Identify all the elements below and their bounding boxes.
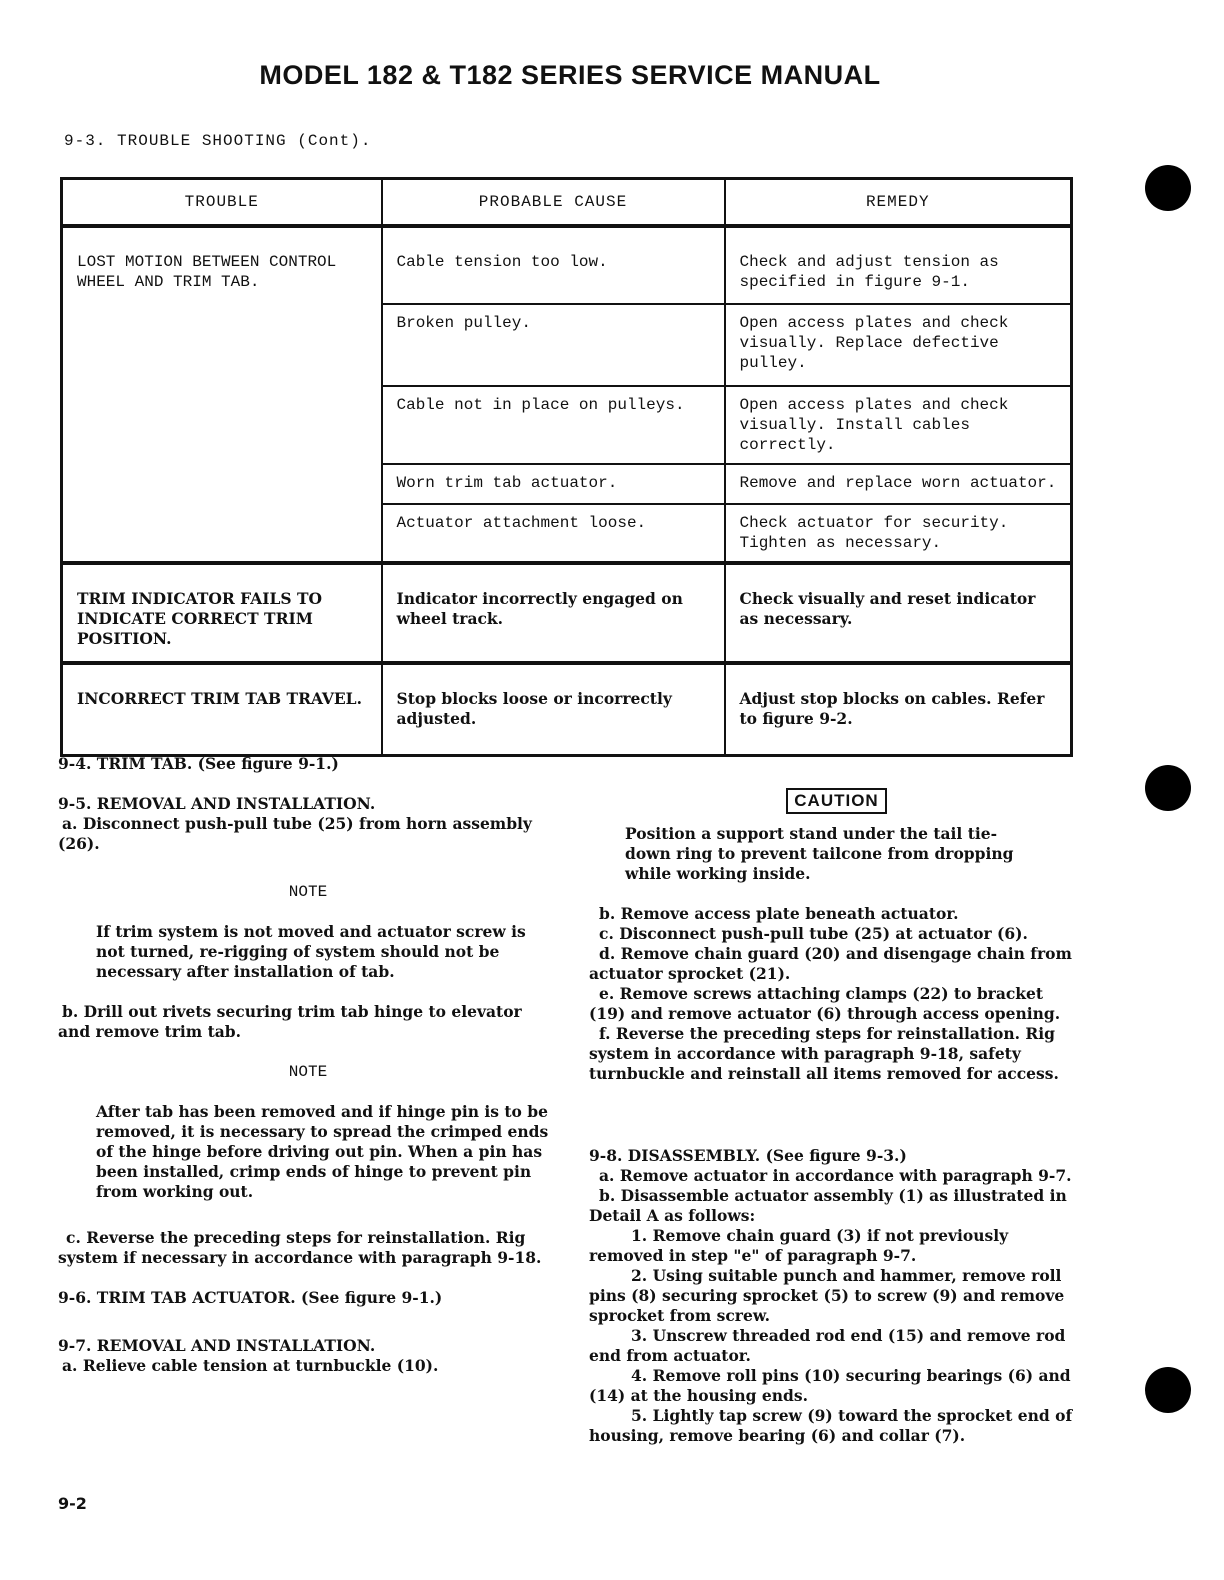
table-row xyxy=(62,563,1072,663)
cause-cell: Cable tension too low. xyxy=(382,226,725,304)
cause-cell: Broken pulley. xyxy=(382,304,725,386)
table-row xyxy=(62,226,1072,304)
step-text: b. Drill out rivets securing trim tab hinge to elevator and remove trim tab. xyxy=(58,1002,522,1041)
cause-cell: Actuator attachment loose. xyxy=(382,504,725,563)
step-text: f. Reverse the preceding steps for reinstallation. Rig system in accordance with paragraph 9-18, safety turnbuckle and reinstall all items removed for access. xyxy=(589,1024,1059,1083)
step-text: d. Remove chain guard (20) and disengage chain from actuator sprocket (21). xyxy=(589,944,1072,983)
page-number: 9-2 xyxy=(58,1494,87,1513)
binder-hole xyxy=(1145,165,1191,211)
step-text: c. Disconnect push-pull tube (25) at actuator (6). xyxy=(599,924,1028,943)
substep-text: 4. Remove roll pins (10) securing bearings (6) and (14) at the housing ends. xyxy=(589,1366,1071,1405)
remedy-cell: Open access plates and check visually. Replace defective pulley. xyxy=(725,304,1072,386)
step-text: b. Disassemble actuator assembly (1) as illustrated in Detail A as follows: xyxy=(589,1186,1067,1225)
step-text: a. Disconnect push-pull tube (25) from horn assembly (26). xyxy=(58,814,532,853)
cause-cell: Cable not in place on pulleys. xyxy=(382,386,725,464)
substep-text: 2. Using suitable punch and hammer, remove roll pins (8) securing sprocket (5) to screw (9) and remove sprocket from screw. xyxy=(589,1266,1065,1325)
right-column xyxy=(589,754,1084,1446)
note-text: After tab has been removed and if hinge pin is to be removed, it is necessary to spread the crimped ends of the hinge before driving out pin. When a pin has been installed, crimp ends of hinge to prevent pin from working out. xyxy=(96,1102,549,1201)
cause-cell: Indicator incorrectly engaged on wheel track. xyxy=(382,563,725,663)
step-text: b. Remove access plate beneath actuator. xyxy=(599,904,959,923)
caution-banner xyxy=(589,788,1084,814)
caution-text: Position a support stand under the tail tie-down ring to prevent tailcone from dropping while working inside. xyxy=(625,824,1014,883)
substep-text: 3. Unscrew threaded rod end (15) and remove rod end from actuator. xyxy=(589,1326,1066,1365)
remedy-cell: Check visually and reset indicator as necessary. xyxy=(725,563,1072,663)
note-heading: NOTE xyxy=(288,1063,328,1081)
step-text: a. Remove actuator in accordance with paragraph 9-7. xyxy=(599,1166,1072,1185)
table-header-row xyxy=(62,179,1072,227)
section-heading: 9-3. TROUBLE SHOOTING (Cont). xyxy=(64,132,372,150)
trouble-shooting-table xyxy=(60,177,1073,757)
step-text: c. Reverse the preceding steps for reinstallation. Rig system if necessary in accordance with paragraph 9-18. xyxy=(58,1228,542,1267)
page-title: MODEL 182 & T182 SERIES SERVICE MANUAL xyxy=(259,60,881,90)
column-header-remedy: REMEDY xyxy=(725,179,1072,227)
table-row xyxy=(62,663,1072,755)
trouble-cell: TRIM INDICATOR FAILS TO INDICATE CORRECT TRIM POSITION. xyxy=(62,563,382,663)
remedy-cell: Adjust stop blocks on cables. Refer to figure 9-2. xyxy=(725,663,1072,755)
substep-text: 1. Remove chain guard (3) if not previously removed in step "e" of paragraph 9-7. xyxy=(589,1226,1009,1265)
paragraph-heading: 9-6. TRIM TAB ACTUATOR. (See figure 9-1.) xyxy=(58,1288,443,1307)
binder-hole xyxy=(1145,1367,1191,1413)
remedy-cell: Check actuator for security. Tighten as necessary. xyxy=(725,504,1072,563)
substep-text: 5. Lightly tap screw (9) toward the sprocket end of housing, remove bearing (6) and collar (7). xyxy=(589,1406,1073,1445)
cause-cell: Worn trim tab actuator. xyxy=(382,464,725,504)
cause-cell: Stop blocks loose or incorrectly adjusted. xyxy=(382,663,725,755)
left-column xyxy=(58,754,558,1376)
remedy-cell: Remove and replace worn actuator. xyxy=(725,464,1072,504)
paragraph-heading: 9-5. REMOVAL AND INSTALLATION. xyxy=(58,794,376,813)
note-heading: NOTE xyxy=(288,883,328,901)
trouble-cell: LOST MOTION BETWEEN CONTROL WHEEL AND TRIM TAB. xyxy=(62,226,382,563)
remedy-cell: Check and adjust tension as specified in figure 9-1. xyxy=(725,226,1072,304)
column-header-cause: PROBABLE CAUSE xyxy=(382,179,725,227)
paragraph-heading: 9-8. DISASSEMBLY. (See figure 9-3.) xyxy=(589,1146,907,1165)
remedy-cell: Open access plates and check visually. Install cables correctly. xyxy=(725,386,1072,464)
trouble-cell: INCORRECT TRIM TAB TRAVEL. xyxy=(62,663,382,755)
note-text: If trim system is not moved and actuator screw is not turned, re-rigging of system should not be necessary after installation of tab. xyxy=(96,922,526,981)
paragraph-heading: 9-7. REMOVAL AND INSTALLATION. xyxy=(58,1336,376,1355)
step-text: a. Relieve cable tension at turnbuckle (10). xyxy=(62,1356,439,1375)
caution-label: CAUTION xyxy=(786,788,886,814)
binder-hole xyxy=(1145,765,1191,811)
paragraph-heading: 9-4. TRIM TAB. (See figure 9-1.) xyxy=(58,754,339,773)
column-header-trouble: TROUBLE xyxy=(62,179,382,227)
step-text: e. Remove screws attaching clamps (22) to bracket (19) and remove actuator (6) through access opening. xyxy=(589,984,1061,1023)
